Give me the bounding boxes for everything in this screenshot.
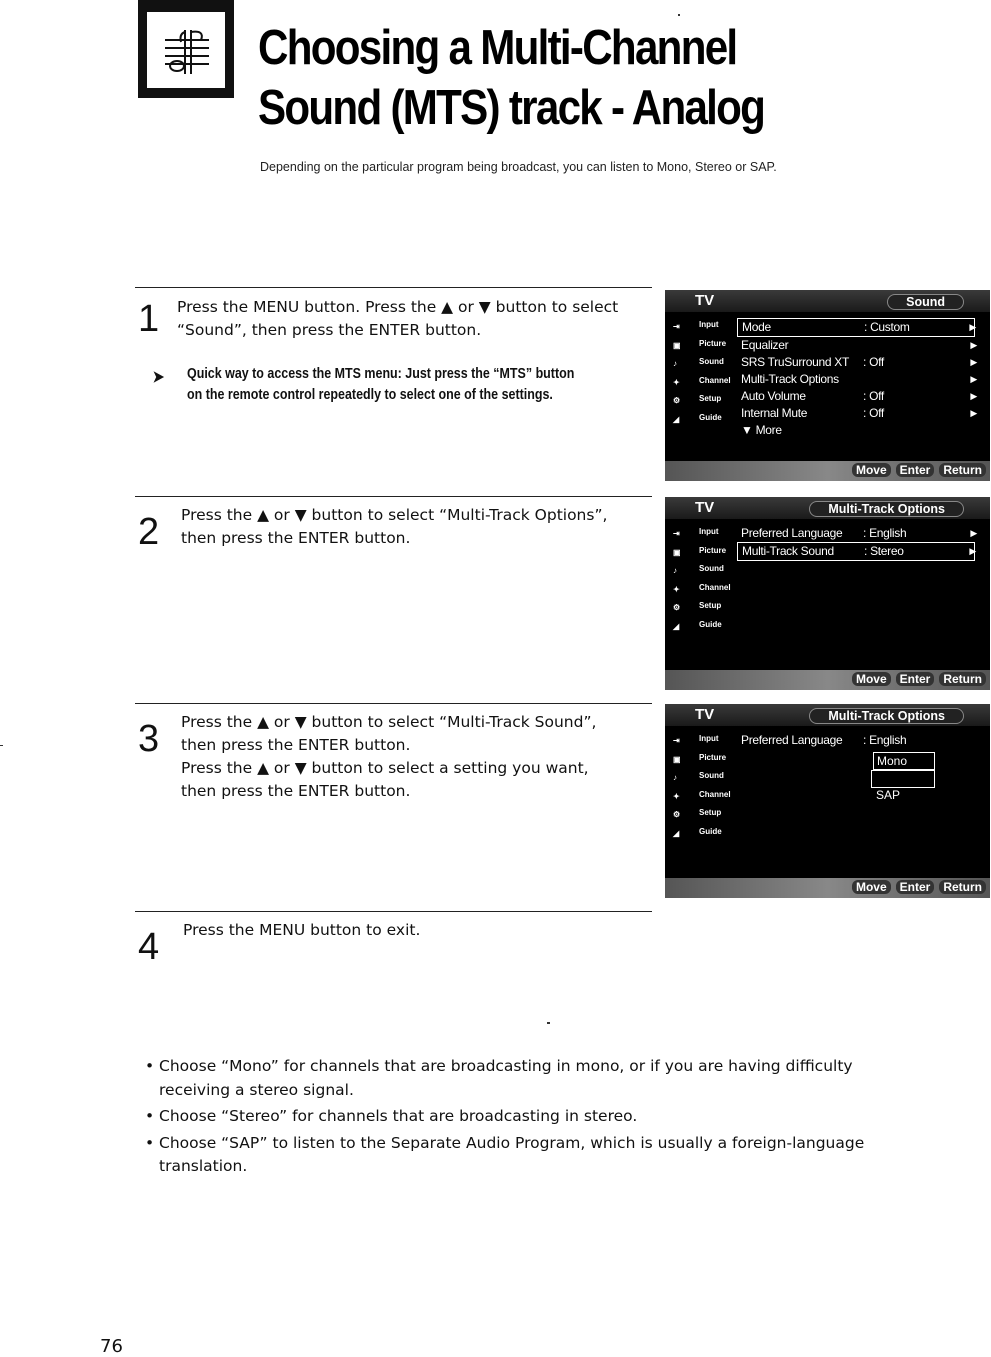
screen-footer [665, 461, 990, 481]
screen-title: Multi-Track Options [809, 708, 964, 724]
step-number: 2 [138, 511, 160, 553]
side-item-channel[interactable]: ✦ Channel [673, 789, 731, 801]
step-4 [135, 911, 652, 972]
move-hint: Move [852, 880, 891, 894]
screen-title: Sound [887, 294, 964, 310]
menu-list [737, 318, 975, 439]
menu-list [737, 732, 975, 749]
channel-icon: ✦ [673, 377, 680, 387]
step-number: 1 [138, 298, 160, 340]
side-item-picture[interactable]: ▣ Picture [673, 752, 727, 764]
side-item-input[interactable]: ⇥ Input [673, 527, 719, 538]
option-mono[interactable]: Mono [873, 752, 935, 770]
enter-hint: Enter [896, 463, 935, 477]
side-item-guide[interactable]: ◢ Guide [673, 412, 722, 424]
side-item-guide[interactable]: ◢ Guide [673, 826, 722, 838]
side-menu [669, 730, 735, 841]
input-icon: ⇥ [673, 529, 680, 538]
return-hint: Return [939, 672, 986, 686]
enter-hint: Enter [896, 672, 935, 686]
screen-header: TV Multi-Track Options [665, 704, 990, 726]
page-title [258, 18, 764, 138]
menu-row-equalizer[interactable]: Equalizer ▶ [741, 338, 977, 352]
step-number: 3 [138, 718, 160, 760]
music-note-icon [161, 26, 213, 78]
side-item-setup[interactable]: ⚙ Setup [673, 601, 722, 612]
side-item-channel[interactable]: ✦ Channel [673, 582, 731, 594]
tv-screen-multitrack-options [665, 497, 990, 690]
stray-dot [0, 745, 3, 746]
note-item: • Choose “Mono” for channels that are broadcasting in mono, or if you are having difficulty receiving a stereo signal. [145, 1055, 915, 1102]
setup-icon: ⚙ [673, 810, 681, 819]
menu-row-multitrack-sound[interactable]: Multi-Track Sound : Stereo ▶ [737, 542, 975, 561]
side-item-sound[interactable]: ♪ Sound [673, 771, 724, 782]
side-item-picture[interactable]: ▣ Picture [673, 338, 727, 350]
setup-icon: ⚙ [673, 396, 681, 405]
sound-icon: ♪ [673, 773, 677, 782]
setup-icon: ⚙ [673, 603, 681, 612]
input-icon: ⇥ [673, 322, 680, 331]
screen-title: Multi-Track Options [809, 501, 964, 517]
side-item-sound[interactable]: ♪ Sound [673, 564, 724, 575]
return-hint: Return [939, 880, 986, 894]
title-line-1: Choosing a Multi-Channel [258, 21, 737, 75]
menu-row-multitrack-options[interactable]: Multi-Track Options ▶ [741, 372, 977, 386]
menu-row-preferred-language[interactable]: Preferred Language : English ▶ [741, 526, 977, 540]
menu-list [737, 525, 975, 561]
guide-icon: ◢ [673, 414, 680, 424]
step-1 [135, 287, 652, 488]
note-item: • Choose “SAP” to listen to the Separate Audio Program, which is usually a foreign-language translation. [145, 1132, 915, 1179]
screen-footer [665, 670, 990, 690]
menu-row-srs[interactable]: SRS TruSurround XT : Off ▶ [741, 355, 977, 369]
step-instructions: Press the ▲ or ▼ button to select “Multi-Track Options”, then press the ENTER button. [181, 506, 608, 547]
side-item-sound[interactable]: ♪ Sound [673, 357, 724, 368]
side-menu [669, 316, 735, 427]
side-item-input[interactable]: ⇥ Input [673, 734, 719, 745]
option-stereo-box[interactable] [871, 770, 935, 788]
step-3 [135, 703, 652, 904]
move-hint: Move [852, 463, 891, 477]
sound-icon: ♪ [673, 359, 677, 368]
tv-screen-sound [665, 290, 990, 481]
menu-row-preferred-language[interactable]: Preferred Language : English [741, 733, 907, 747]
channel-icon: ✦ [673, 584, 680, 594]
step-2 [135, 496, 652, 697]
screen-header: TV Sound [665, 290, 990, 312]
side-item-setup[interactable]: ⚙ Setup [673, 394, 722, 405]
menu-row-mode[interactable]: Mode : Custom ▶ [737, 318, 975, 337]
side-item-setup[interactable]: ⚙ Setup [673, 808, 722, 819]
side-item-picture[interactable]: ▣ Picture [673, 545, 727, 557]
quick-tip: ➤ Quick way to access the MTS menu: Just press the “MTS” button on the remote control repeatedly to select one of the settings. [152, 366, 575, 403]
menu-row-more[interactable]: ▼ More [741, 423, 782, 437]
intro-text: Depending on the particular program being broadcast, you can listen to Mono, Stereo or SAP. [260, 160, 777, 174]
sound-icon: ♪ [673, 566, 677, 575]
stray-dot [678, 14, 680, 16]
channel-icon: ✦ [673, 791, 680, 801]
screen-header: TV Multi-Track Options [665, 497, 990, 519]
stray-dot [547, 1022, 550, 1024]
input-icon: ⇥ [673, 736, 680, 745]
step-instructions: Press the ▲ or ▼ button to select “Multi-Track Sound”, then press the ENTER button. Press the ▲ or ▼ button to select a setting you want, then press the ENTER button. [181, 713, 597, 800]
picture-icon: ▣ [673, 340, 681, 350]
step-instructions: Press the MENU button. Press the ▲ or ▼ button to select “Sound”, then press the ENTER button. [177, 298, 619, 339]
side-menu [669, 523, 735, 634]
picture-icon: ▣ [673, 547, 681, 557]
tv-screen-multitrack-sound [665, 704, 990, 898]
notes-list [145, 1055, 915, 1182]
arrow-icon: ➤ [152, 369, 165, 386]
section-icon [138, 0, 234, 98]
step-number: 4 [138, 926, 160, 968]
option-sap[interactable]: SAP [876, 788, 901, 802]
guide-icon: ◢ [673, 828, 680, 838]
menu-row-auto-volume[interactable]: Auto Volume : Off ▶ [741, 389, 977, 403]
note-item: • Choose “Stereo” for channels that are broadcasting in stereo. [145, 1105, 915, 1129]
page-number: 76 [100, 1336, 123, 1357]
side-item-guide[interactable]: ◢ Guide [673, 619, 722, 631]
title-line-2: Sound (MTS) track - Analog [258, 81, 765, 135]
enter-hint: Enter [896, 880, 935, 894]
side-item-channel[interactable]: ✦ Channel [673, 375, 731, 387]
menu-row-internal-mute[interactable]: Internal Mute : Off ▶ [741, 406, 977, 420]
screen-footer [665, 878, 990, 898]
picture-icon: ▣ [673, 754, 681, 764]
move-hint: Move [852, 672, 891, 686]
side-item-input[interactable]: ⇥ Input [673, 320, 719, 331]
step-instructions: Press the MENU button to exit. [183, 921, 421, 939]
return-hint: Return [939, 463, 986, 477]
guide-icon: ◢ [673, 621, 680, 631]
